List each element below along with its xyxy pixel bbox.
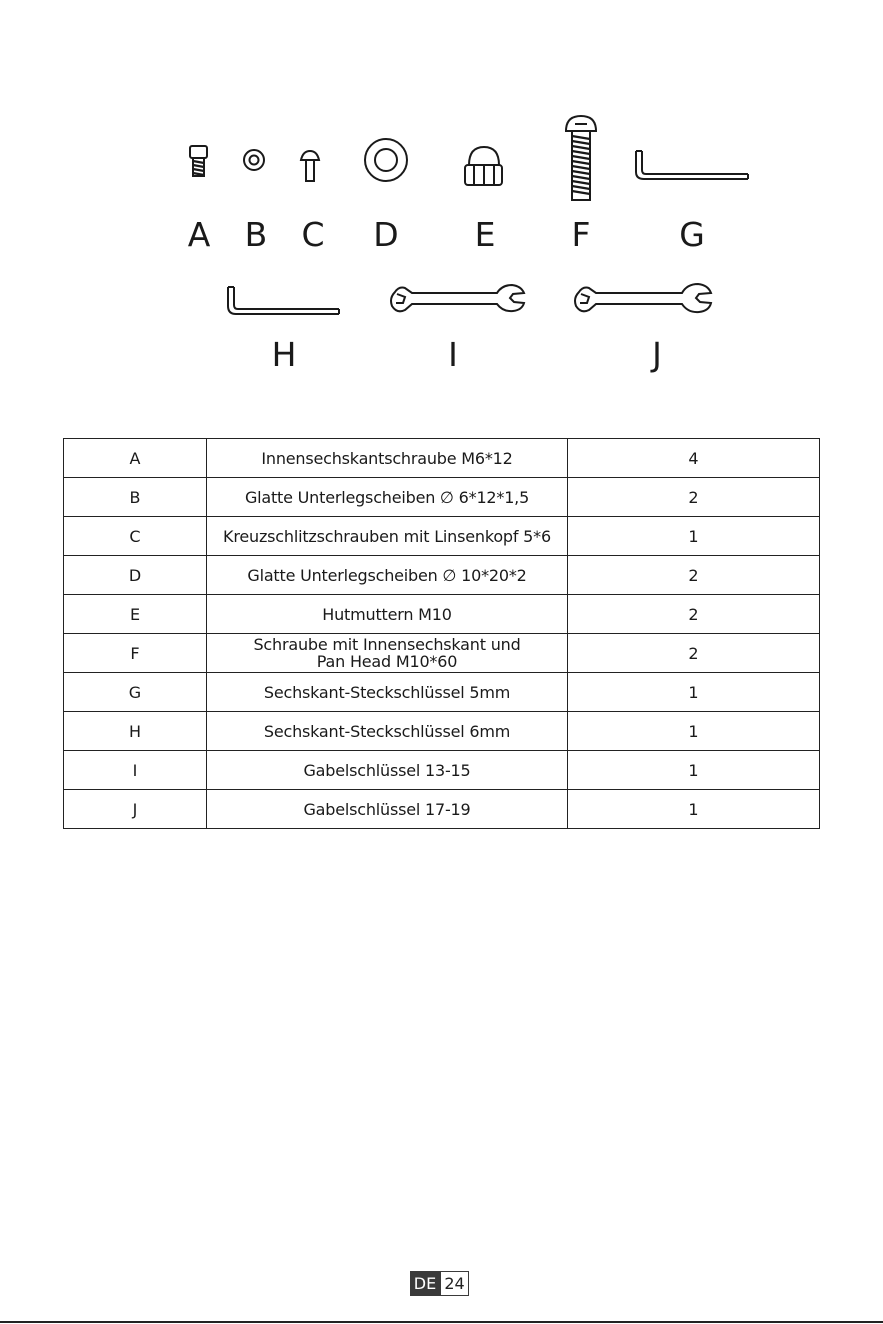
part-description-cell: Gabelschlüssel 13-15 <box>207 751 568 790</box>
part-letter-cell: F <box>64 634 207 673</box>
part-description-cell: Glatte Unterlegscheiben ∅ 6*12*1,5 <box>207 478 568 517</box>
part-label-d: D <box>373 215 399 254</box>
table-row <box>64 712 820 751</box>
part-quantity-cell: 1 <box>568 790 820 829</box>
part-description-cell: Sechskant-Steckschlüssel 5mm <box>207 673 568 712</box>
part-letter-cell: J <box>64 790 207 829</box>
part-letter-cell: H <box>64 712 207 751</box>
part-quantity-cell: 2 <box>568 556 820 595</box>
table-row <box>64 517 820 556</box>
part-quantity-cell: 2 <box>568 595 820 634</box>
part-description-cell: Schraube mit Innensechskant und Pan Head M10*60 <box>207 634 568 673</box>
table-row <box>64 634 820 673</box>
parts-list-table <box>63 438 820 829</box>
table-row <box>64 751 820 790</box>
table-row <box>64 556 820 595</box>
part-letter-cell: E <box>64 595 207 634</box>
part-letter-cell: C <box>64 517 207 556</box>
part-letter-cell: B <box>64 478 207 517</box>
flat-washer-small-icon <box>244 150 264 170</box>
part-label-a: A <box>187 215 211 254</box>
part-description-cell: Sechskant-Steckschlüssel 6mm <box>207 712 568 751</box>
part-label-g: G <box>679 215 705 254</box>
part-quantity-cell: 1 <box>568 712 820 751</box>
page-number-badge <box>410 1271 469 1296</box>
phillips-pan-screw-icon <box>301 151 319 181</box>
page-number: 24 <box>440 1271 469 1296</box>
part-label-f: F <box>571 215 591 254</box>
bottom-rule <box>0 1321 883 1323</box>
cap-nut-icon <box>465 147 502 185</box>
part-quantity-cell: 1 <box>568 751 820 790</box>
table-row <box>64 478 820 517</box>
part-description-cell: Glatte Unterlegscheiben ∅ 10*20*2 <box>207 556 568 595</box>
table-row <box>64 673 820 712</box>
part-letter-cell: G <box>64 673 207 712</box>
part-description-cell: Gabelschlüssel 17-19 <box>207 790 568 829</box>
table-row <box>64 595 820 634</box>
part-label-h: H <box>271 335 297 374</box>
part-label-j: J <box>652 335 662 374</box>
part-description-cell: Kreuzschlitzschrauben mit Linsenkopf 5*6 <box>207 517 568 556</box>
part-quantity-cell: 2 <box>568 634 820 673</box>
part-quantity-cell: 2 <box>568 478 820 517</box>
part-label-b: B <box>244 215 268 254</box>
part-quantity-cell: 1 <box>568 517 820 556</box>
table-row <box>64 439 820 478</box>
allen-key-icon <box>636 151 748 179</box>
part-label-i: I <box>448 335 458 374</box>
long-button-head-screw-icon <box>566 116 596 200</box>
part-description-cell: Innensechskantschraube M6*12 <box>207 439 568 478</box>
part-letter-cell: D <box>64 556 207 595</box>
allen-key-icon <box>228 287 339 314</box>
parts-illustration <box>0 0 883 400</box>
part-letter-cell: I <box>64 751 207 790</box>
part-label-c: C <box>301 215 325 254</box>
language-tag: DE <box>410 1271 440 1296</box>
part-label-e: E <box>474 215 496 254</box>
hex-socket-screw-icon <box>190 146 207 176</box>
part-quantity-cell: 4 <box>568 439 820 478</box>
part-description-cell: Hutmuttern M10 <box>207 595 568 634</box>
flat-washer-large-icon <box>365 139 407 181</box>
part-letter-cell: A <box>64 439 207 478</box>
part-quantity-cell: 1 <box>568 673 820 712</box>
open-end-wrench-icon <box>391 285 524 311</box>
open-end-wrench-icon <box>575 284 711 312</box>
table-row <box>64 790 820 829</box>
